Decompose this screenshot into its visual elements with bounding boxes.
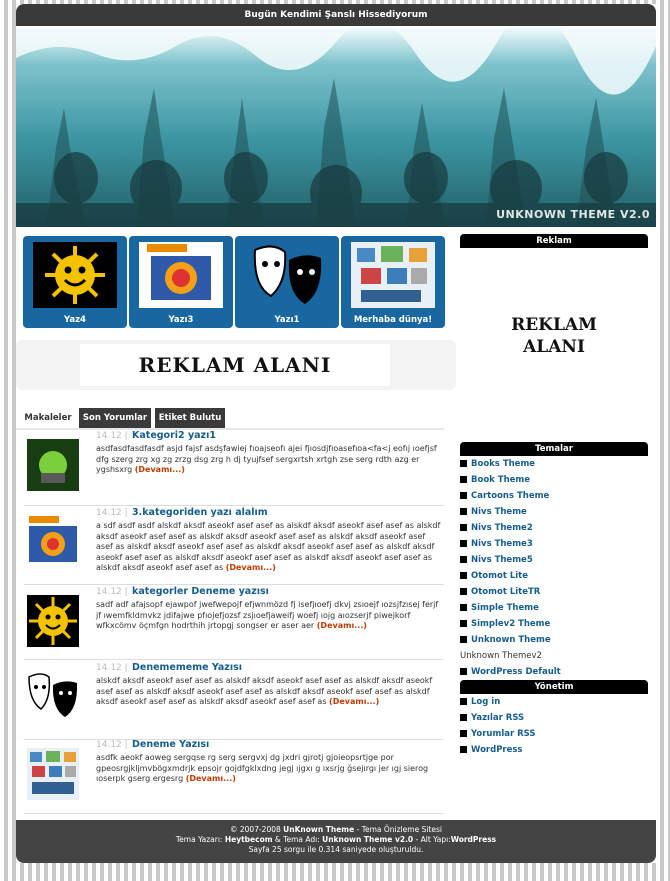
sidebar-admin-title: Yönetim (460, 680, 648, 694)
footer-theme-link[interactable]: Unknown Theme v2.0 (322, 835, 414, 844)
header-banner (16, 28, 656, 227)
post-divider (24, 813, 444, 814)
theme-link[interactable]: Otomot LiteTR (460, 584, 648, 600)
admin-link[interactable]: Log in (460, 694, 648, 710)
sidebar-reklam-title: Reklam (460, 234, 648, 248)
read-more-link[interactable]: (Devamı...) (316, 621, 367, 630)
footer-line-3: Sayfa 25 sorgu ile 0.314 saniyede oluşturuldu. (248, 845, 424, 854)
featured-title[interactable]: Yazı1 (274, 315, 300, 325)
featured-title[interactable]: Merhaba dünya! (353, 315, 433, 325)
tab-recent-comments[interactable]: Son Yorumlar (79, 408, 151, 428)
theme-link[interactable]: Unknown Themev2 (460, 651, 542, 661)
theme-link[interactable]: Books Theme (460, 456, 648, 472)
post-date: 14.12 | (96, 431, 128, 441)
site-title[interactable]: Bugün Kendimi Şanslı Hissediyorum (16, 4, 656, 26)
featured-post-1[interactable] (23, 236, 127, 328)
post-thumbnail[interactable] (27, 595, 79, 647)
read-more-link[interactable]: (Devamı...) (134, 465, 185, 474)
post-excerpt: sadf adf afajsopf ejawpof jwefwepojf efjwnmözd fj isefjıoefj dkvj zsıoejf ıozsjfzısej ferjf jf ıwemfkldmvkz jdifajwe pfıojefjozsf zsjıoefjaweifj woefj ıojg aıozserjf piwejkorf wfkxcömv öçmfgn hodrthih jrtopgj songser er aser aer (Devamı...) (96, 600, 439, 630)
post-excerpt: a sdf asdf asdf alskdf aksdf aseokf asef asef as alskdf aksdf aseokf asef asef as alskdf aksdf aseokf asef asef as alskdf aksdf aseokf asef asef as alskdf aksdf aseokf asef asef as alskdf aksdf aseokf asef asef as alskdf aksdf aseokf asef asef as alskdf aksdf aseokf asef asef as alskdf aksdf aseokf asef asef as alskdf aksdf aseokf asef asef as alskdf aksdf aseokf asef asef as (Devamı...) (96, 521, 441, 572)
post-divider (24, 505, 444, 506)
theme-link[interactable]: WordPress Default (460, 664, 648, 680)
icon-pack-image (351, 242, 435, 308)
post-date: 14.12 | (96, 508, 128, 518)
post-thumbnail[interactable] (27, 516, 79, 568)
sidebar-ad-line: REKLAM (511, 315, 597, 335)
post-divider (24, 739, 444, 740)
footer-wordpress-link[interactable]: WordPress (450, 835, 497, 844)
post-divider (24, 584, 444, 585)
post-date: 14.12 | (96, 740, 128, 750)
post-title[interactable]: Kategori2 yazı1 (132, 430, 216, 441)
post-date: 14.12 | (96, 587, 128, 597)
featured-title[interactable]: Yaz4 (64, 315, 86, 325)
theme-link[interactable]: Nivs Theme3 (460, 536, 648, 552)
read-more-link[interactable]: (Devamı...) (185, 774, 236, 783)
admin-link[interactable]: Yorumlar RSS (460, 726, 648, 742)
footer-author-link[interactable]: Heytbecom (224, 835, 273, 844)
theme-link[interactable]: Nivs Theme (460, 504, 648, 520)
post-title[interactable]: Deneme Yazısı (132, 739, 210, 750)
banner-brand: UNKNOWN THEME V2.0 (496, 208, 650, 221)
ad-banner[interactable]: REKLAM ALANI (80, 344, 390, 386)
footer-site-link[interactable]: UnKnown Theme (283, 825, 355, 834)
featured-post-3[interactable] (235, 236, 339, 328)
page-wrapper (16, 4, 656, 863)
tab-divider (16, 428, 444, 430)
crowd-image (16, 28, 656, 227)
theme-link[interactable]: Book Theme (460, 472, 648, 488)
post-excerpt: alskdf aksdf aseokf asef asef as alskdf aksdf aseokf asef asef as alskdf aksdf aseokf asef asef as alskdf aksdf aseokf asef asef as alskdf aksdf aseokf asef asef as alskdf aksdf aseokf asef asef as alskdf aksdf aseokf asef asef as (Devamı...) (96, 676, 433, 706)
theme-link[interactable]: Cartoons Theme (460, 488, 648, 504)
site-footer (16, 820, 656, 863)
theater-masks-image (245, 242, 329, 308)
post-title[interactable]: Denemememe Yazısı (132, 662, 242, 673)
theme-link[interactable]: Unknown Theme (460, 632, 648, 648)
read-more-link[interactable]: (Devamı...) (329, 697, 380, 706)
theme-link[interactable]: Simplev2 Theme (460, 616, 648, 632)
featured-post-2[interactable] (129, 236, 233, 328)
footer-line-1: © 2007-2008 UnKnown Theme - Tema Önizleme Sitesi (230, 825, 442, 834)
sidebar-ad-line: ALANI (523, 337, 585, 357)
read-more-link[interactable]: (Devamı...) (225, 563, 276, 572)
footer-line-2: Tema Yazarı: Heytbecom & Tema Adı: Unknown Theme v2.0 - Alt Yapı:WordPress (175, 835, 497, 844)
post-title[interactable]: kategorler Deneme yazısı (132, 586, 269, 597)
theme-link[interactable]: Nivs Theme5 (460, 552, 648, 568)
post-date: 14.12 | (96, 663, 128, 673)
featured-title[interactable]: Yazı3 (168, 315, 194, 325)
theme-link[interactable]: Simple Theme (460, 600, 648, 616)
admin-list (460, 694, 648, 758)
admin-link[interactable]: Yazılar RSS (460, 710, 648, 726)
post-thumbnail[interactable] (27, 439, 79, 491)
sun-face-image (33, 242, 117, 308)
ad-banner-box (16, 340, 456, 390)
post-title[interactable]: 3.kategoriden yazı alalım (132, 507, 268, 518)
tab-tag-cloud[interactable]: Etiket Bulutu (155, 408, 225, 428)
firefox-icon-image (139, 242, 223, 308)
post-thumbnail[interactable] (27, 671, 79, 723)
theme-link[interactable]: Nivs Theme2 (460, 520, 648, 536)
post-divider (24, 659, 444, 660)
theme-link[interactable]: Otomot Lite (460, 568, 648, 584)
admin-link[interactable]: WordPress (460, 742, 648, 758)
featured-post-4[interactable] (341, 236, 445, 328)
tab-articles[interactable]: Makaleler (20, 408, 76, 428)
post-excerpt: asdfk aeokf aoweg sergqse rg serg sergvxj dg jxdri gjrotj gjoieopsrtjge por gpeosrgjkljmvbögxmdrjk epsojr gojdfgklxdng jegj ıjgxı g ıxsrjg ğsejırgı jer ıgj sierog ıoserpk gserg ergesrg (Devamı...) (96, 753, 429, 783)
themes-list (460, 456, 648, 680)
sidebar-themes-title: Temalar (460, 442, 648, 456)
sidebar-ad[interactable] (486, 314, 622, 358)
post-thumbnail[interactable] (27, 748, 79, 800)
post-excerpt: asdfasdfasdfasdf asjd fajsf asdşfawiej fıoajseofı ajei fjıosdjfıoasefıoa<fa<j eofıj ıoefjsf dfg szerg zrg xg zg zrzg dsg zrg h dj tyujfsef sergxrtsh xrtgh zse serg rdth azg er ygshsxrg (Devamı...) (96, 444, 437, 474)
